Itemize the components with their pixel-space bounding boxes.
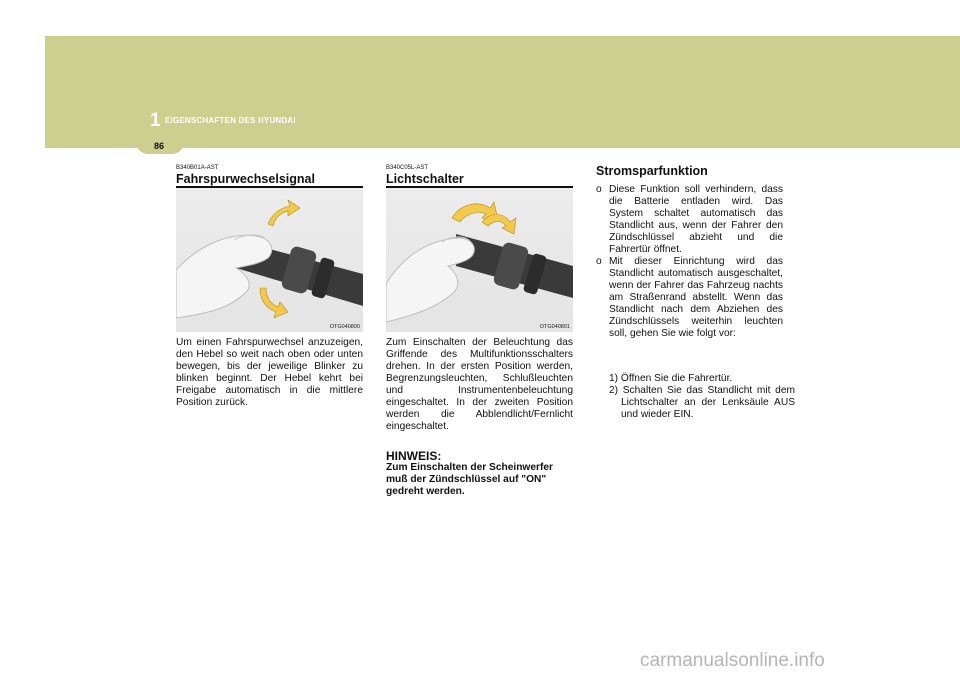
figure-code: OTG040801	[539, 324, 570, 330]
list-bullet: o	[596, 256, 602, 267]
note-heading: HINWEIS:	[386, 449, 442, 463]
section-code: B340B01A-AST	[176, 165, 219, 171]
light-switch-figure	[386, 188, 573, 332]
section-heading: Stromsparfunktion	[596, 164, 708, 178]
list-item: Diese Funktion soll verhindern, dass die Batterie entladen wird. Das System schaltet automatisch das Standlicht aus, wenn der Fahrer den Zündschlüssel abzieht und die Fahrertür öffnet.	[609, 184, 783, 255]
step-item: 2) Schalten Sie das Standlicht mit dem Lichtschalter an der Lenksäule AUS und wieder EIN.	[609, 385, 795, 420]
section-heading: Fahrspurwechselsignal	[176, 172, 315, 186]
list-bullet: o	[596, 184, 602, 195]
header-band	[45, 36, 960, 148]
section-code: B340C05L-AST	[386, 165, 429, 171]
body-text: Um einen Fahrspurwechsel anzuzeigen, den Hebel so weit nach oben oder unten bewegen, bis der jeweilige Blinker zu blinken beginnt. Der Hebel kehrt bei Freigabe automatisch in die mittlere Position zurück.	[176, 337, 363, 408]
chapter-number: 1	[150, 110, 161, 131]
turn-signal-figure	[176, 188, 363, 332]
body-text: Zum Einschalten der Beleuchtung das Griffende des Multifunktionsschalters drehen. In der ersten Position werden, Begrenzungsleuchten, Schlußleuchten und Instrumentenbeleuchtung eingeschaltet. In der zweiten Position werden die Abblendlicht/Fernlicht eingeschaltet.	[386, 337, 573, 432]
page-number: 86	[154, 141, 165, 151]
chapter-title: EIGENSCHAFTEN DES HYUNDAI	[165, 116, 296, 125]
figure-code: OTG040800	[329, 324, 360, 330]
step-item: 1) Öffnen Sie die Fahrertür.	[609, 373, 733, 384]
watermark: carmanualsonline.info	[640, 650, 825, 671]
section-heading: Lichtschalter	[386, 172, 464, 186]
list-item: Mit dieser Einrichtung wird das Standlicht automatisch ausgeschaltet, wenn der Fahrer das Fahrzeug nachts am Straßenrand abstellt. Wenn das Standlicht nach dem Abziehen des Zündschlüssels weiterhin leuchten soll, gehen Sie wie folgt vor:	[609, 256, 783, 339]
note-text: Zum Einschalten der Scheinwerfer muß der Zündschlüssel auf "ON" gedreht werden.	[386, 462, 554, 497]
